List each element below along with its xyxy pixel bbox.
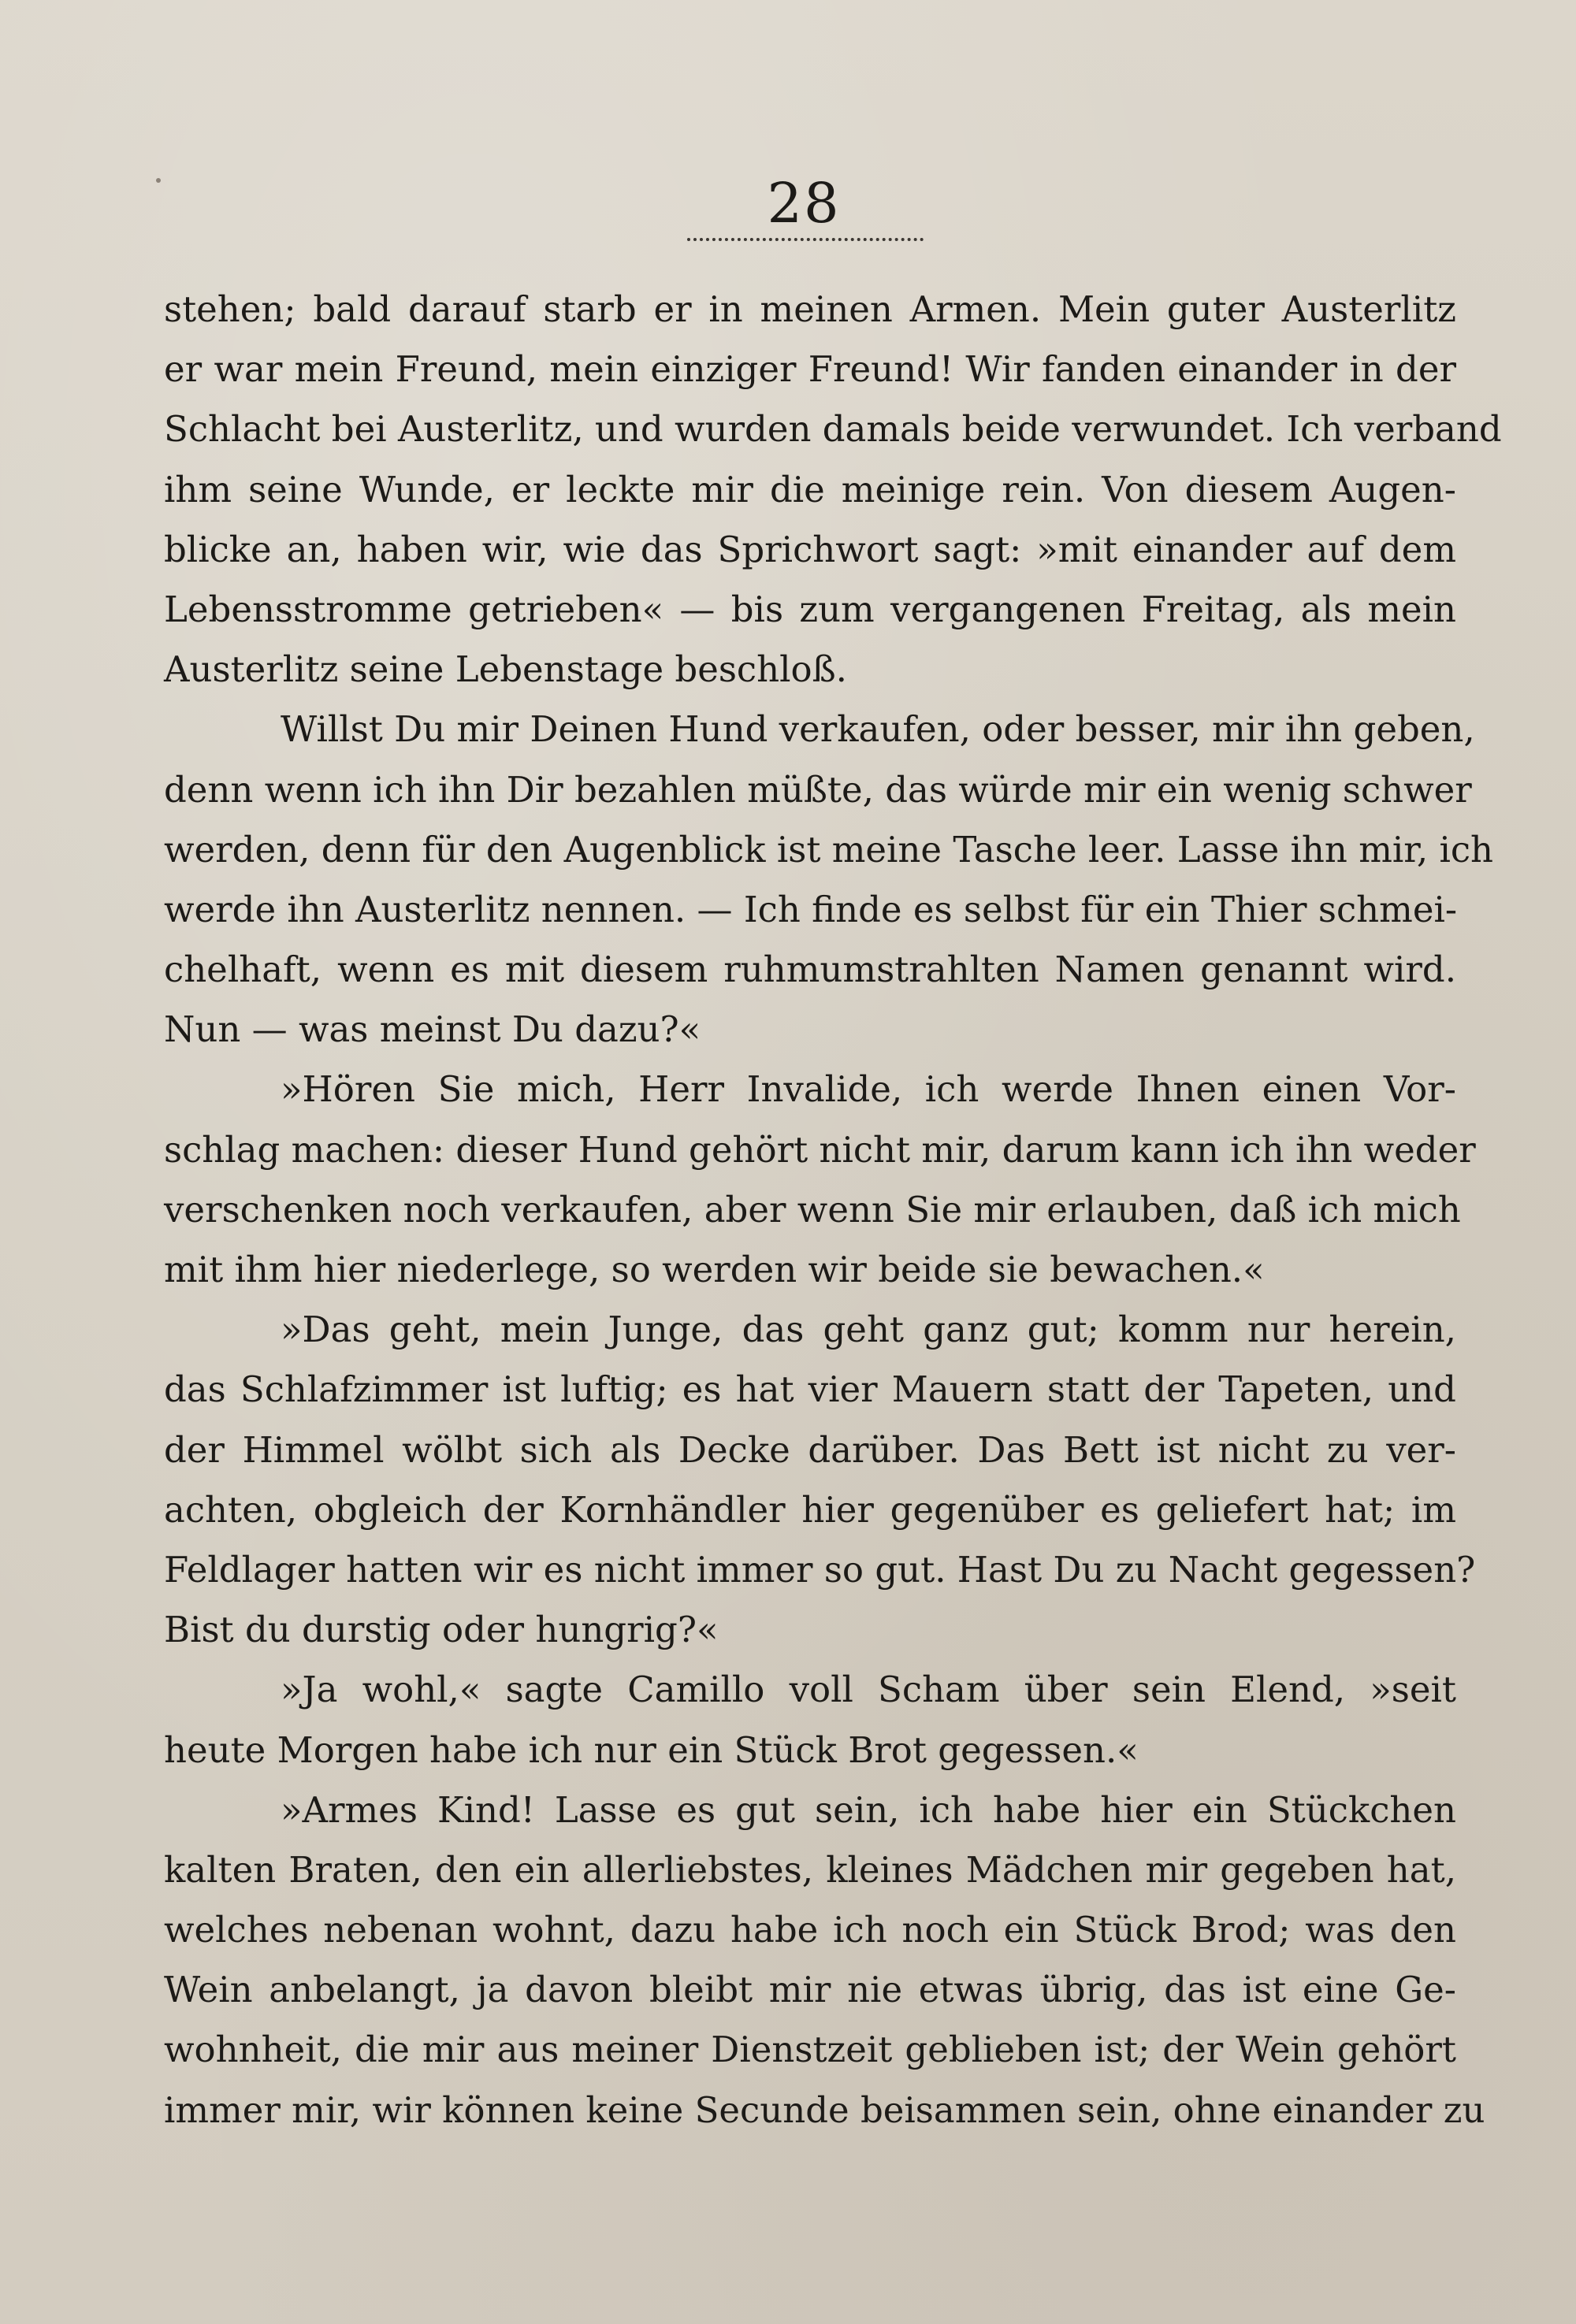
text-line: Wein anbelangt, ja davon bleibt mir nie etwas übrig, das ist eine Ge-: [164, 1969, 1456, 2011]
body-text: [164, 280, 1502, 2140]
text-line: Schlacht bei Austerlitz, und wurden damals beide verwundet. Ich verband: [164, 408, 1502, 451]
text-line: kalten Braten, den ein allerliebstes, kleines Mädchen mir gegeben hat,: [164, 1848, 1456, 1891]
text-line: Feldlager hatten wir es nicht immer so gut. Hast Du zu Nacht gegessen?: [164, 1548, 1476, 1591]
text-line: stehen; bald darauf starb er in meinen Armen. Mein guter Austerlitz: [164, 288, 1456, 330]
text-line: verschenken noch verkaufen, aber wenn Sie mir erlauben, daß ich mich: [164, 1188, 1461, 1231]
paragraph-first-line: »Armes Kind! Lasse es gut sein, ich habe hier ein Stückchen: [281, 1788, 1456, 1831]
text-line: welches nebenan wohnt, dazu habe ich noch ein Stück Brod; was den: [164, 1909, 1456, 1951]
text-line: Lebensstromme getrieben« — bis zum vergangenen Freitag, als mein: [164, 588, 1456, 630]
paragraph-first-line: Willst Du mir Deinen Hund verkaufen, oder besser, mir ihn geben,: [281, 708, 1475, 751]
paragraph-first-line: »Hören Sie mich, Herr Invalide, ich werde Ihnen einen Vor-: [281, 1068, 1456, 1111]
text-line: ihm seine Wunde, er leckte mir die meinige rein. Von diesem Augen-: [164, 468, 1456, 510]
header-dotted-rule: [687, 238, 924, 241]
text-line: achten, obgleich der Kornhändler hier gegenüber es geliefert hat; im: [164, 1488, 1456, 1531]
text-line: Bist du durstig oder hungrig?«: [164, 1609, 719, 1651]
text-line: schlag machen: dieser Hund gehört nicht mir, darum kann ich ihn weder: [164, 1128, 1476, 1171]
text-line: werde ihn Austerlitz nennen. — Ich finde es selbst für ein Thier schmei-: [164, 888, 1458, 930]
text-line: der Himmel wölbt sich als Decke darüber. Das Bett ist nicht zu ver-: [164, 1428, 1456, 1471]
paragraph-first-line: »Das geht, mein Junge, das geht ganz gut; komm nur herein,: [281, 1309, 1456, 1351]
text-line: denn wenn ich ihn Dir bezahlen müßte, das würde mir ein wenig schwer: [164, 768, 1472, 811]
page-number: 28: [767, 171, 841, 236]
text-line: Nun — was meinst Du dazu?«: [164, 1008, 701, 1051]
text-line: wohnheit, die mir aus meiner Dienstzeit geblieben ist; der Wein gehört: [164, 2029, 1456, 2071]
text-line: immer mir, wir können keine Secunde beisammen sein, ohne einander zu: [164, 2088, 1485, 2131]
text-line: blicke an, haben wir, wie das Sprichwort sagt: »mit einander auf dem: [164, 528, 1456, 570]
text-line: er war mein Freund, mein einziger Freund! Wir fanden einander in der: [164, 348, 1456, 391]
text-line: chelhaft, wenn es mit diesem ruhmumstrahlten Namen genannt wird.: [164, 949, 1456, 991]
text-line: heute Morgen habe ich nur ein Stück Brot gegessen.«: [164, 1728, 1139, 1771]
paragraph-first-line: »Ja wohl,« sagte Camillo voll Scham über sein Elend, »seit: [281, 1669, 1456, 1711]
text-line: das Schlafzimmer ist luftig; es hat vier Mauern statt der Tapeten, und: [164, 1368, 1456, 1411]
text-line: mit ihm hier niederlege, so werden wir beide sie bewachen.«: [164, 1249, 1265, 1290]
text-line: werden, denn für den Augenblick ist meine Tasche leer. Lasse ihn mir, ich: [164, 828, 1494, 871]
text-line: Austerlitz seine Lebenstage beschloß.: [164, 648, 847, 691]
